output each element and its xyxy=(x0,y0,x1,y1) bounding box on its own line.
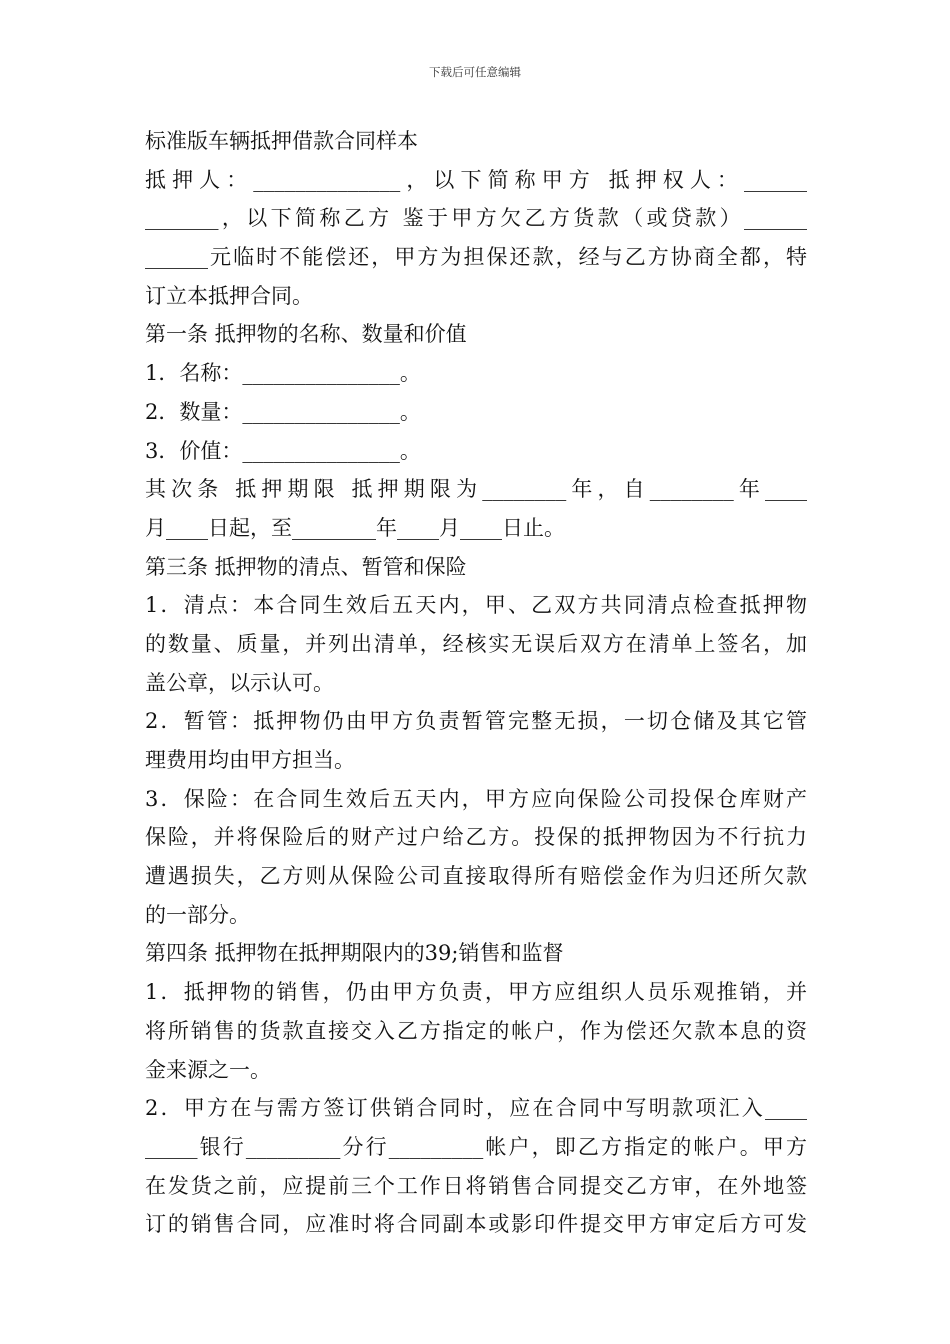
text-line: 2．甲方在与需方签订供销合同时，应在合同中写明款项汇入____ xyxy=(145,1096,807,1121)
text-line: 订立本抵押合同。 xyxy=(145,283,313,308)
text-line: 3．价值：_______________。 xyxy=(145,438,421,463)
text-line: 2．数量：_______________。 xyxy=(145,399,421,424)
text-line: 2．暂管：抵押物仍由甲方负责暂管完整无损，一切仓储及其它管 xyxy=(145,709,807,734)
article-heading: 第三条 抵押物的清点、暂管和保险 xyxy=(145,554,467,579)
text-line: 金来源之一。 xyxy=(145,1057,271,1082)
text-line: 遭遇损失，乙方则从保险公司直接取得所有赔偿金作为归还所欠款 xyxy=(145,864,807,889)
text-line: 月____日起，至________年____月____日止。 xyxy=(145,515,565,540)
text-line: ______元临时不能偿还，甲方为担保还款，经与乙方协商全都，特 xyxy=(145,245,807,270)
text-line: 订的销售合同，应准时将合同副本或影印件提交甲方审定后方可发 xyxy=(145,1212,807,1237)
article-heading: 其次条 抵押期限 抵押期限为________年，自________年____ xyxy=(145,477,807,502)
text-line: _______，以下简称乙方 鉴于甲方欠乙方货款（或贷款）______ xyxy=(145,206,807,231)
article-heading: 第四条 抵押物在抵押期限内的39;销售和监督 xyxy=(145,941,564,966)
document-body xyxy=(145,122,807,1244)
text-line: 将所销售的货款直接交入乙方指定的帐户，作为偿还欠款本息的资 xyxy=(145,1018,807,1043)
text-line: 1．清点：本合同生效后五天内，甲、乙双方共同清点检查抵押物 xyxy=(145,593,807,618)
text-line: 的数量、质量，并列出清单，经核实无误后双方在清单上签名，加 xyxy=(145,631,807,656)
header-note: 下载后可任意编辑 xyxy=(429,65,521,79)
text-line: 保险，并将保险后的财产过户给乙方。投保的抵押物因为不行抗力 xyxy=(145,825,807,850)
text-line: 的一部分。 xyxy=(145,902,250,927)
text-line: _____银行_________分行_________帐户，即乙方指定的帐户。甲方 xyxy=(145,1134,807,1159)
text-line: 盖公章，以示认可。 xyxy=(145,670,334,695)
document-title: 标准版车辆抵押借款合同样本 xyxy=(145,129,418,153)
text-line: 1．名称：_______________。 xyxy=(145,361,421,386)
text-line: 3．保险：在合同生效后五天内，甲方应向保险公司投保仓库财产 xyxy=(145,786,807,811)
article-heading: 第一条 抵押物的名称、数量和价值 xyxy=(145,322,467,347)
text-line: 1．抵押物的销售，仍由甲方负责，甲方应组织人员乐观推销，并 xyxy=(145,980,807,1005)
text-line: 在发货之前，应提前三个工作日将销售合同提交乙方审，在外地签 xyxy=(145,1173,807,1198)
text-line: 抵押人：______________，以下简称甲方 抵押权人：______ xyxy=(145,167,807,192)
text-line: 理费用均由甲方担当。 xyxy=(145,748,355,772)
